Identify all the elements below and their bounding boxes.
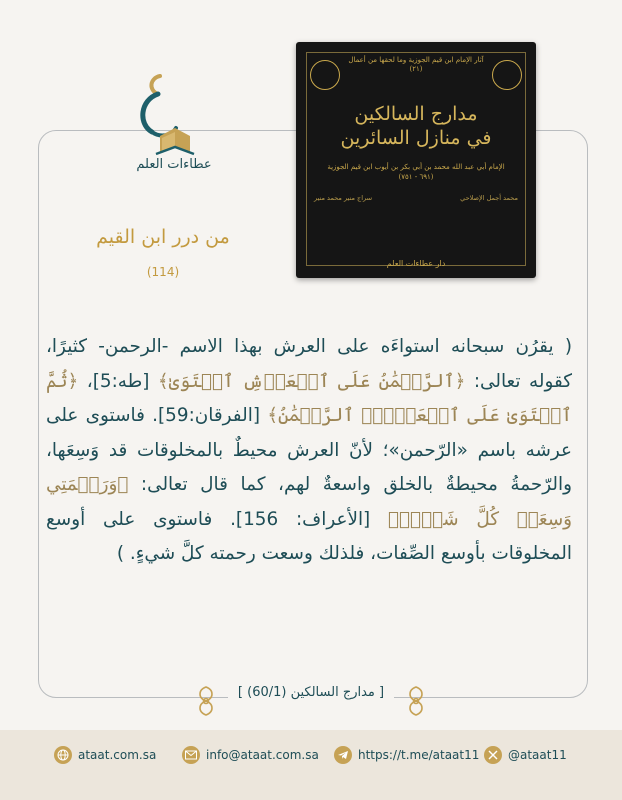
email-text: info@ataat.com.sa: [206, 748, 319, 762]
book-series-line: آثار الإمام ابن قيم الجوزية وما لحقها من أعمال (٢١): [348, 56, 484, 73]
x-link[interactable]: [484, 745, 567, 765]
telegram-link[interactable]: [334, 745, 479, 765]
email-link[interactable]: [182, 745, 319, 765]
book-title: مدارج السالكين في منازل السائرين: [340, 103, 492, 149]
post-number: (114): [146, 265, 180, 279]
telegram-icon: [334, 746, 352, 764]
book-editors: محمد أجمل الإصلاحي سراج منير محمد منير: [314, 194, 518, 202]
book-publisher: دار عطاءات العلم: [386, 259, 446, 268]
globe-icon: [54, 746, 72, 764]
ornament-icon: [402, 684, 430, 718]
quran-verse: ﴿ثُمَّ ٱسۡتَوَىٰ عَلَى ٱلۡعَرۡشِۖ ٱلرَّحۡمَٰنُ﴾: [46, 370, 573, 426]
ornament-icon: [192, 684, 220, 718]
quran-verse: ﴿ٱلرَّحۡمَٰنُ عَلَى ٱلۡعَرۡشِ ٱسۡتَوَىٰ﴾: [157, 370, 466, 392]
x-icon: [484, 746, 502, 764]
website-link[interactable]: [54, 745, 156, 765]
x-handle-text: @ataat11: [508, 748, 567, 762]
quran-verse: ﴿وَرَحۡمَتِي وَسِعَتۡ كُلَّ شَيۡءٖ﴾: [46, 474, 572, 530]
quote-text: ( يقرُن سبحانه استواءَه على العرش بهذا الاسم -الرحمن- كثيرًا، كقوله تعالى: ﴿ٱلرَّحۡمَٰنُ عَلَى ٱلۡعَرۡشِ ٱسۡتَوَىٰ﴾ [طه:5]، ﴿ثُمَّ ٱسۡتَوَىٰ عَلَى ٱلۡعَرۡشِۖ ٱلرَّحۡمَٰنُ﴾ [الفرقان:59]. فاستوى على عرشه باسم «الرّحمن»؛ لأنّ العرش محيطٌ بالمخلوقات قد وَسِعَها، والرّحمةُ محيطةٌ بالخلق واسعةٌ لهم، كما قال تعالى: ﴿وَرَحۡمَتِي وَسِعَتۡ كُلَّ شَيۡءٖ﴾ [الأعراف: 156]. فاستوى على أوسع المخلوقات بأوسع الصِّفات، فلذلك وسعت رحمته كلَّ شيءٍ. ): [46, 336, 573, 564]
book-author: الإمام أبي عبد الله محمد بن أبي بكر بن أيوب ابن قيم الجوزية (٦٩١ - ٧٥١): [327, 163, 505, 181]
telegram-text: https://t.me/ataat11: [358, 748, 480, 762]
footer-bar: [0, 730, 622, 800]
book-cover-border: [306, 52, 526, 266]
brand-name: عطاءات العلم: [136, 157, 212, 172]
mail-icon: [182, 746, 200, 764]
website-text: ataat.com.sa: [78, 748, 157, 762]
book-cover-image: [296, 42, 536, 278]
series-title: من درر ابن القيم: [96, 226, 230, 248]
source-citation: [ مدارج السالكين (60/1) ]: [0, 685, 622, 700]
